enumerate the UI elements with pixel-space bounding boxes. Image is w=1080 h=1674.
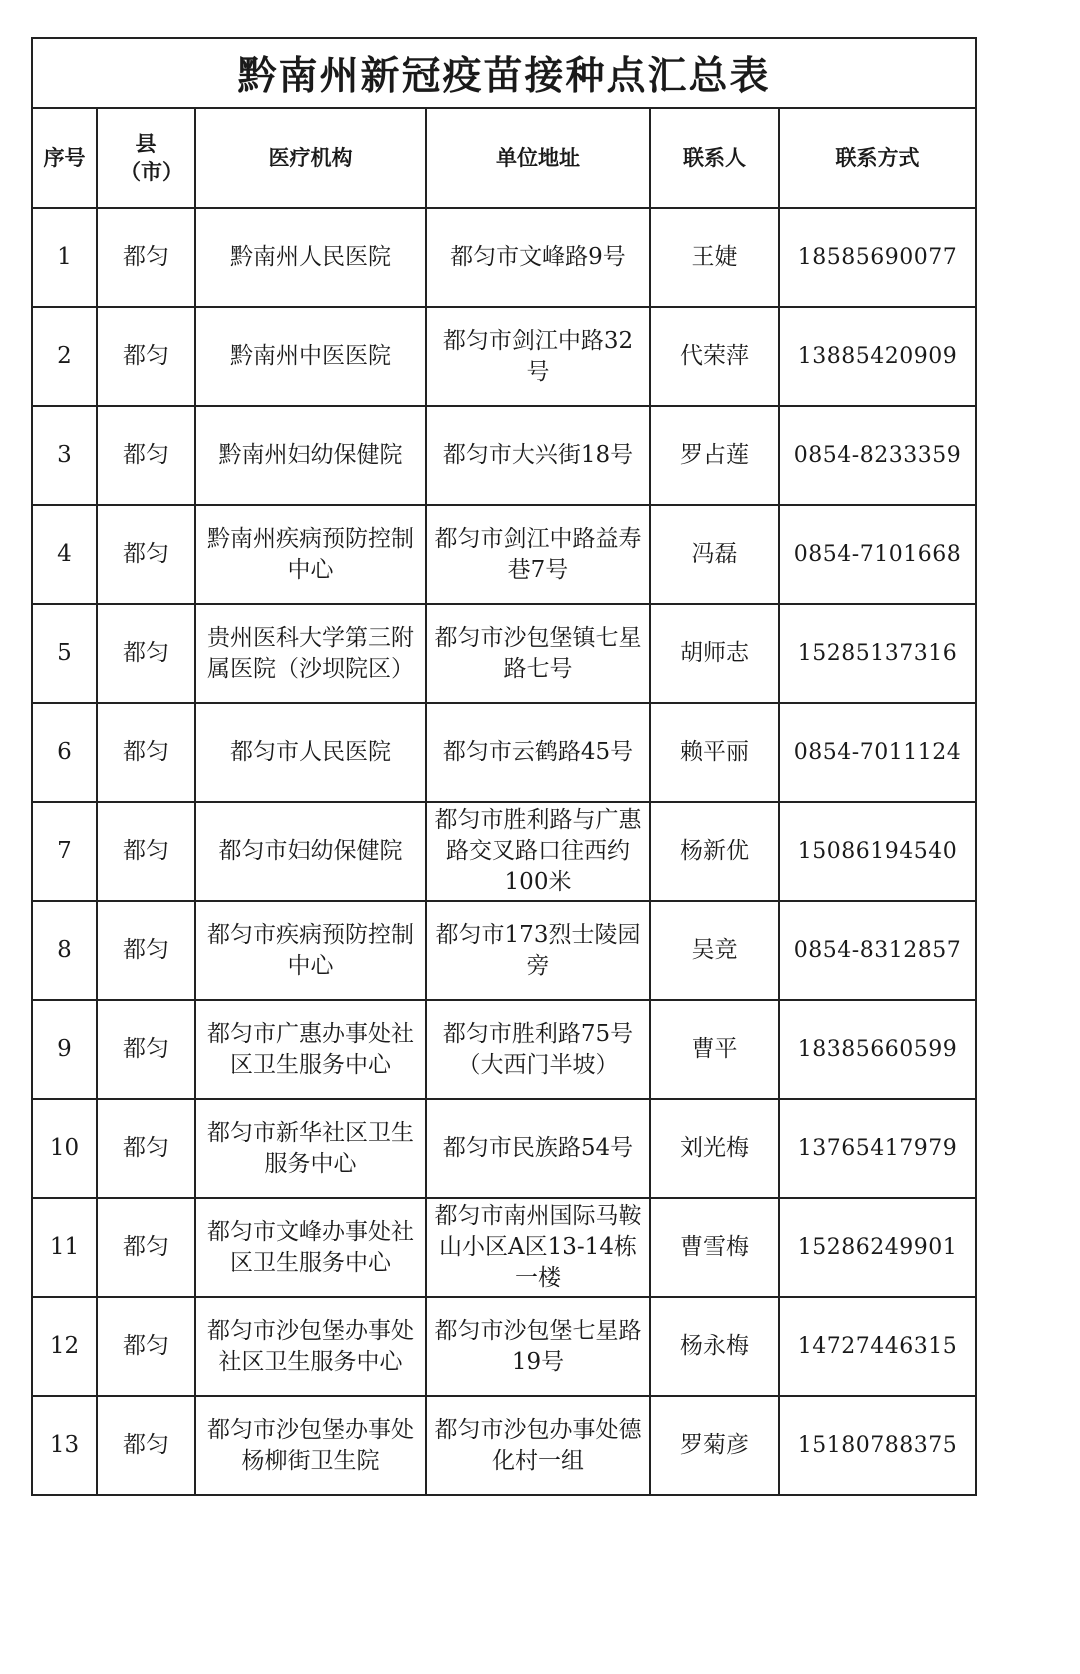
cell-address: 都匀市沙包堡镇七星路七号 [426,604,650,703]
cell-no: 10 [33,1099,97,1198]
cell-county: 都匀 [97,703,195,802]
table-row [33,505,975,604]
cell-address: 都匀市胜利路75号（大西门半坡） [426,1000,650,1099]
header-row [33,109,975,208]
cell-county: 都匀 [97,208,195,307]
cell-address: 都匀市剑江中路益寿巷7号 [426,505,650,604]
cell-contact: 王婕 [650,208,779,307]
cell-no: 11 [33,1198,97,1297]
cell-contact: 代荣萍 [650,307,779,406]
cell-address: 都匀市沙包堡七星路19号 [426,1297,650,1396]
cell-contact: 冯磊 [650,505,779,604]
cell-county: 都匀 [97,406,195,505]
cell-no: 4 [33,505,97,604]
header-no: 序号 [33,109,97,208]
table-row [33,802,975,901]
cell-county: 都匀 [97,901,195,1000]
cell-no: 13 [33,1396,97,1494]
cell-address: 都匀市文峰路9号 [426,208,650,307]
table-row [33,901,975,1000]
cell-address: 都匀市大兴街18号 [426,406,650,505]
cell-no: 7 [33,802,97,901]
cell-org: 黔南州妇幼保健院 [195,406,426,505]
table-row [33,1099,975,1198]
vaccination-sites-table [31,37,977,1496]
cell-no: 9 [33,1000,97,1099]
cell-phone: 18585690077 [779,208,975,307]
cell-county: 都匀 [97,1396,195,1494]
cell-org: 黔南州疾病预防控制中心 [195,505,426,604]
cell-no: 12 [33,1297,97,1396]
cell-address: 都匀市173烈士陵园旁 [426,901,650,1000]
cell-phone: 15180788375 [779,1396,975,1494]
header-phone: 联系方式 [779,109,975,208]
cell-org: 黔南州中医医院 [195,307,426,406]
cell-phone: 14727446315 [779,1297,975,1396]
header-address: 单位地址 [426,109,650,208]
cell-county: 都匀 [97,1000,195,1099]
table-row [33,1000,975,1099]
cell-org: 都匀市疾病预防控制中心 [195,901,426,1000]
cell-contact: 罗菊彦 [650,1396,779,1494]
cell-contact: 杨永梅 [650,1297,779,1396]
cell-phone: 15285137316 [779,604,975,703]
table-title: 黔南州新冠疫苗接种点汇总表 [33,39,975,109]
cell-org: 黔南州人民医院 [195,208,426,307]
cell-org: 都匀市广惠办事处社区卫生服务中心 [195,1000,426,1099]
table-row [33,1297,975,1396]
header-contact: 联系人 [650,109,779,208]
cell-contact: 吴竞 [650,901,779,1000]
cell-phone: 0854-8312857 [779,901,975,1000]
cell-no: 1 [33,208,97,307]
cell-phone: 0854-8233359 [779,406,975,505]
cell-contact: 曹平 [650,1000,779,1099]
cell-address: 都匀市剑江中路32号 [426,307,650,406]
cell-org: 都匀市沙包堡办事处杨柳街卫生院 [195,1396,426,1494]
cell-county: 都匀 [97,604,195,703]
table-row [33,307,975,406]
cell-address: 都匀市民族路54号 [426,1099,650,1198]
cell-county: 都匀 [97,802,195,901]
table-row [33,1198,975,1297]
cell-org: 都匀市文峰办事处社区卫生服务中心 [195,1198,426,1297]
cell-org: 都匀市人民医院 [195,703,426,802]
cell-phone: 15286249901 [779,1198,975,1297]
cell-no: 5 [33,604,97,703]
cell-contact: 胡师志 [650,604,779,703]
cell-county: 都匀 [97,505,195,604]
data-table [33,109,975,1494]
cell-contact: 罗占莲 [650,406,779,505]
cell-county: 都匀 [97,1198,195,1297]
cell-no: 6 [33,703,97,802]
header-county: 县（市） [97,109,195,208]
cell-address: 都匀市沙包办事处德化村一组 [426,1396,650,1494]
cell-contact: 曹雪梅 [650,1198,779,1297]
cell-phone: 13765417979 [779,1099,975,1198]
cell-contact: 刘光梅 [650,1099,779,1198]
table-row [33,406,975,505]
cell-phone: 18385660599 [779,1000,975,1099]
cell-no: 8 [33,901,97,1000]
header-org: 医疗机构 [195,109,426,208]
cell-no: 2 [33,307,97,406]
cell-phone: 0854-7101668 [779,505,975,604]
cell-org: 都匀市妇幼保健院 [195,802,426,901]
cell-address: 都匀市南州国际马鞍山小区A区13-14栋一楼 [426,1198,650,1297]
cell-contact: 赖平丽 [650,703,779,802]
table-row [33,703,975,802]
table-row [33,604,975,703]
table-body [33,208,975,1494]
cell-phone: 0854-7011124 [779,703,975,802]
cell-address: 都匀市云鹤路45号 [426,703,650,802]
cell-phone: 13885420909 [779,307,975,406]
table-row [33,1396,975,1494]
cell-contact: 杨新优 [650,802,779,901]
cell-org: 贵州医科大学第三附属医院（沙坝院区） [195,604,426,703]
cell-county: 都匀 [97,307,195,406]
cell-county: 都匀 [97,1297,195,1396]
cell-org: 都匀市新华社区卫生服务中心 [195,1099,426,1198]
cell-address: 都匀市胜利路与广惠路交叉路口往西约100米 [426,802,650,901]
cell-county: 都匀 [97,1099,195,1198]
table-row [33,208,975,307]
cell-phone: 15086194540 [779,802,975,901]
cell-org: 都匀市沙包堡办事处社区卫生服务中心 [195,1297,426,1396]
cell-no: 3 [33,406,97,505]
